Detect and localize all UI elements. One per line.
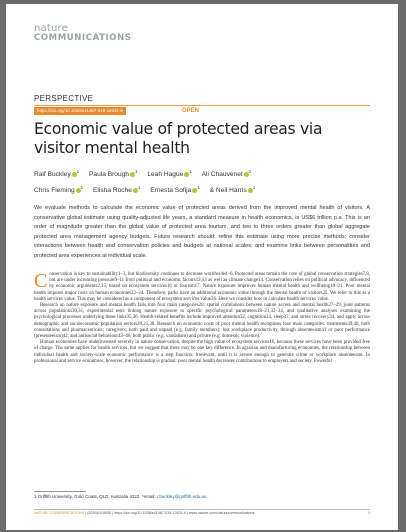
author[interactable]: Paula Brough $^1$ [89,169,138,179]
abstract: We evaluate methods to calculate the economic value of protected areas derived from the improved mental health of visitors. A conservative global estimate using quality-adjusted life years, a standard measure in health economics, is US$6 trillion p.a. This is an order of magnitude greater than the global value of protected area tourism, and two to three orders greater than global aggregate protected area management agency budgets. Future research should: refine this estimate using more precise methods; consider interactions between health and conservation policies and budgets at national scales; and examine links between personalities and protected area experiences at individual scale. [34,205,370,259]
author[interactable]: Chris Fleming $^1$ [34,185,84,195]
footer-citation[interactable]: | (2019)10:5005 | https://doi.org/10.1038/s41467-019-12631-6 | www.nature.com/naturecommunications [85,511,255,515]
author-list [34,165,370,197]
doi-link[interactable]: https://doi.org/10.1038/s41467-019-12631-6 [34,107,126,115]
article-body [34,272,370,365]
author[interactable]: & Neil Harris $^1$ [209,185,256,195]
body-paragraph: Research on nature exposure and mental health falls into four main categories20: spatial correlations between nature access and mental health27–29, joint patterns across populations30,31, experimental tests linking nature exposure to specific psychological parameters18–21,32–34, and qualitative analyses examining the psychological processes underlying these links35,36. Health-related benefits include improved attention32, cognition33, sleep37, and stress recovery34, and apply across demographic and socioeconomic population sectors20,21,38. Research on economic costs of poor mental health recognises four main categories: treatments39,40, both consultations and pharmaceuticals; caregivers, both paid and unpaid (e.g. family members); lost workplace productivity, through absenteeism41 or poor performance (presenteeism)42; and antisocial behaviour43–46, both public (e.g. vandalism) and private (e.g. domestic violence). [34,303,370,340]
author[interactable]: Ernesta Sofija $^1$ [150,185,200,195]
author[interactable]: Elisha Roche $^1$ [93,185,141,195]
article-type: PERSPECTIVE [34,94,94,103]
footer-journal-name: NATURE COMMUNICATIONS [34,511,85,515]
header-rule [34,105,370,106]
open-access-badge: OPEN [182,108,200,114]
page-footer [34,511,370,515]
footer-rule [34,509,370,510]
affiliation-footnote: 1 Griffith University, Gold Coast, QLD, Australia 4222. *email: r.buckley@griffith.edu.au [34,494,207,499]
page-number: 1 [367,511,370,515]
article-title: Economic value of protected areas via visitor mental health [34,120,323,157]
logo-line1: nature [34,23,68,34]
email-link[interactable]: r.buckley@griffith.edu.au [156,494,207,499]
body-paragraph: Conservation is key to sustainability1–3, but biodiversity continues to decrease worldwide4–6. Protected areas remain the core of global conservation strategies7,8, but are under increasing pressure9–11 from political and economic factors12,13 as well as climate change14. Conservation relies on political advocacy, influenced by economic arguments2,15, based on ecosystem services16 or tourism17. Nature exposure improves human mental health and wellbeing18–21. Poor mental health imposes major costs on human economies22–24. Therefore, parks have an additional economic value through the mental health of visitors25. We refer to this as a health services value. This may be considered as a component of ecosystem services value26. Here we consider how to calculate health services value. [34,270,370,302]
logo-line2: COMMUNICATIONS [34,33,132,43]
journal-logo[interactable] [34,24,132,43]
footnote-rule [34,491,86,492]
article-page [6,4,398,530]
author[interactable]: Leah Hague $^1$ [147,169,192,179]
author[interactable]: Ali Chauvenet $^1$ [201,169,252,179]
drop-cap: C [34,270,48,292]
body-paragraph: Human economies have underinvested severely in nature conservation, despite the high value of ecosystem services16, because these services have been provided free of charge. The same applies for health services, but we suggest that there may be one key difference. In agrarian and manufacturing economies, the relationship between individual health and society-scale economic performance is a step function: irrelevant, until it is severe enough to generate crime or workplace absenteeism. In professional and service economies, however, the relationship is gradual: poor mental health decreases contributions to employers and society. Powerful [34,340,370,364]
author[interactable]: Ralf Buckley $^1$ [34,169,80,179]
